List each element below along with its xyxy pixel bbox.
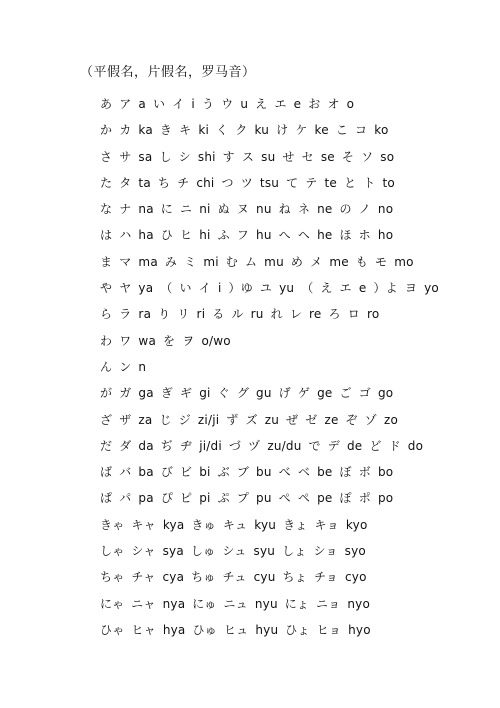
kana-row-ha [100,222,490,248]
kana-row-hya [100,617,490,643]
kana-row-pa [100,485,490,511]
kana-row-text: わ ワ wa を ヲ o/wo [100,333,231,348]
kana-row-da [100,433,490,459]
kana-row-ga [100,380,490,406]
kana-row-ya [100,275,490,301]
kana-row-text: さ サ sa し シ shi す ス su せ セ se そ ソ so [100,149,395,164]
kana-row-text: にゃ ニャ nya にゅ ニュ nyu にょ ニョ nyo [100,596,371,611]
kana-row-ma [100,249,490,275]
kana-row-ba [100,459,490,485]
kana-row-n [100,354,490,380]
kana-row-text: しゃ シャ sya しゅ シュ syu しょ ショ syo [100,544,366,559]
kana-row-na [100,196,490,222]
kana-row-sya [100,538,490,564]
kana-row-ra [100,301,490,327]
kana-row-text: が ガ ga ぎ ギ gi ぐ グ gu げ ゲ ge ご ゴ go [100,386,394,401]
kana-row-text: あ ア a い イ i う ウ u え エ e お オ o [100,97,355,111]
kana-row-text: ひゃ ヒャ hya ひゅ ヒュ hyu ひょ ヒョ hyo [100,622,371,637]
kana-row-text: きゃ キャ kya きゅ キュ kyu きょ キョ kyo [100,517,368,532]
kana-row-text: ま マ ma み ミ mi む ム mu め メ me も モ mo [100,254,414,269]
kana-row-text: や ヤ ya （ い イ i ）ゆ ユ yu （ え エ e ）よ ヨ yo [100,281,439,296]
kana-row-sa [100,144,490,170]
kana-row-text: だ ダ da ぢ ヂ ji/di づ ヅ zu/du で デ de ど ド do [100,438,424,453]
kana-row-cya [100,564,490,590]
kana-row-text: ん ン n [100,359,147,374]
kana-row-text: た タ ta ち チ chi つ ツ tsu て テ te と ト to [100,175,395,190]
kana-row-wa [100,328,490,354]
kana-table [100,91,490,643]
kana-row-text: は ハ ha ひ ヒ hi ふ フ hu へ ヘ he ほ ホ ho [100,228,394,243]
kana-row-ka [100,117,490,143]
kana-row-text: ら ラ ra り リ ri る ル ru れ レ re ろ ロ ro [100,307,380,322]
kana-row-a [100,91,490,117]
kana-row-text: か カ ka き キ ki く ク ku け ケ ke こ コ ko [100,123,389,138]
kana-row-text: ちゃ チャ cya ちゅ チュ cyu ちょ チョ cyo [100,570,367,585]
document-heading: （平假名，片假名，罗马音） [80,65,256,80]
kana-row-text: ぱ パ pa ぴ ピ pi ぷ プ pu ぺ ペ pe ぽ ポ po [100,491,394,506]
kana-row-nya [100,591,490,617]
kana-row-text: な ナ na に ニ ni ぬ ヌ nu ね ネ ne の ノ no [100,202,394,217]
kana-row-kya [100,512,490,538]
kana-row-text: ざ ザ za じ ジ zi/ji ず ズ zu ぜ ゼ ze ぞ ゾ zo [100,412,399,427]
kana-row-za [100,407,490,433]
kana-row-text: ば バ ba び ビ bi ぶ ブ bu べ ベ be ぼ ボ bo [100,465,394,480]
kana-row-ta [100,170,490,196]
